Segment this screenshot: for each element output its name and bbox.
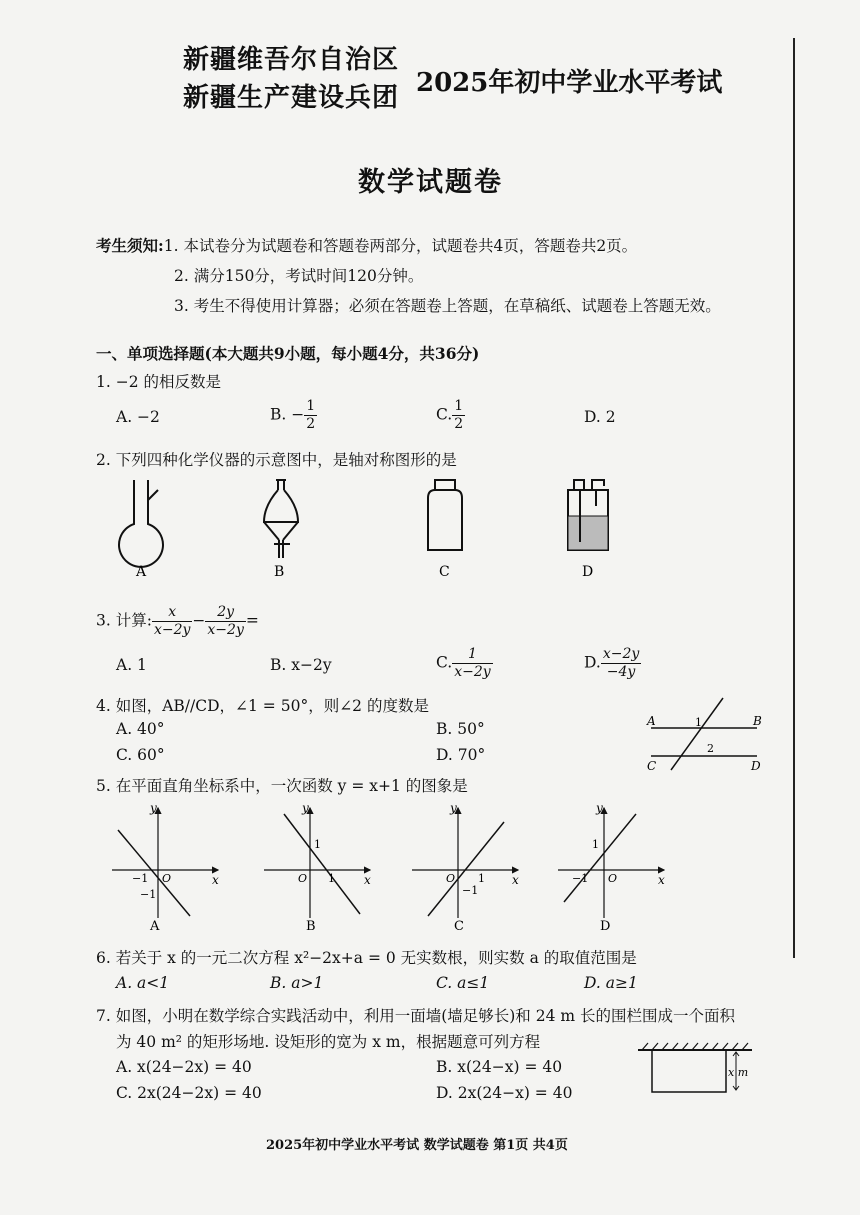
q1-b-prefix: B. − [270, 405, 305, 424]
q5d-x: x [658, 873, 665, 887]
q4-option-b: B. 50° [436, 720, 485, 738]
q5c-neg1-y: −1 [462, 884, 479, 897]
q1-c-prefix: C. [436, 405, 453, 424]
q1-option-c [436, 398, 465, 433]
q4-option-d: D. 70° [436, 746, 486, 764]
notice-item-2: 2. 满分150分，考试时间120分钟。 [174, 267, 424, 285]
q4-stem: 4. 如图，AB//CD，∠1 = 50°，则∠2 的度数是 [96, 697, 429, 715]
q2-label-b: B [274, 564, 285, 580]
q1-c-den: 2 [454, 416, 464, 432]
fig4-label-b: B [753, 714, 762, 728]
q5-graph-a [110, 800, 225, 934]
fence-figure [636, 1040, 756, 1100]
q1-option-d: D. 2 [584, 408, 616, 426]
flask-figure [110, 478, 180, 578]
q3-f2-den: x−2y [207, 622, 244, 638]
exam-title: 2025年初中学业水平考试 [416, 68, 723, 98]
q5c-one-x: 1 [478, 872, 485, 885]
q3-d-num: x−2y [602, 646, 640, 662]
fig4-label-c: C [647, 759, 657, 773]
q7-stem-line-2: 为 40 m² 的矩形场地. 设矩形的宽为 x m，根据题意可列方程 [116, 1033, 541, 1051]
q3-c-prefix: C. [436, 653, 453, 672]
q3-equals: = [245, 611, 259, 630]
q3-option-b: B. x−2y [270, 656, 332, 674]
margin-line [793, 38, 795, 958]
q1-stem: 1. −2 的相反数是 [96, 373, 221, 391]
gas-washing-bottle-figure [560, 476, 616, 580]
q3-d-prefix: D. [584, 653, 601, 672]
q5d-one-y: 1 [592, 838, 599, 851]
q5-graph-c [410, 800, 525, 934]
q1-option-a: A. −2 [116, 408, 160, 426]
q5-label-d: D [600, 919, 611, 934]
q5d-o: O [608, 872, 618, 885]
q3-f1-den: x−2y [153, 622, 191, 638]
q3-f2-num: 2y [205, 604, 245, 622]
q5-stem: 5. 在平面直角坐标系中，一次函数 y = x+1 的图象是 [96, 777, 468, 795]
q5a-y: y [150, 801, 157, 815]
q7-option-a: A. x(24−2x) = 40 [116, 1058, 252, 1076]
q5-graph-d [556, 800, 671, 934]
q5c-o: O [446, 872, 456, 885]
q3-option-d [584, 646, 641, 681]
page-footer: 2025年初中学业水平考试 数学试题卷 第1页 共4页 [266, 1138, 568, 1153]
q3-minus: − [192, 611, 206, 630]
q6-stem: 6. 若关于 x 的一元二次方程 x²−2x+a = 0 无实数根，则实数 a 的取值范围是 [96, 949, 637, 967]
fence-width-label: x m [728, 1066, 749, 1079]
q5d-neg1-x: −1 [572, 872, 589, 885]
q5b-o: O [298, 872, 308, 885]
q6-option-b: B. a>1 [270, 974, 324, 992]
q3-stem [96, 604, 259, 639]
q5a-o: O [162, 872, 172, 885]
q3-d-den: −4y [606, 664, 636, 680]
q3-stem-prefix: 3. 计算: [96, 611, 152, 630]
notice-item-3: 3. 考生不得使用计算器；必须在答题卷上答题，在草稿纸、试题卷上答题无效。 [174, 297, 721, 315]
q3-option-c [436, 646, 493, 681]
q3-option-a: A. 1 [116, 656, 147, 674]
q5a-neg1-y: −1 [140, 888, 157, 901]
q2-label-c: C [439, 564, 450, 580]
q4-option-a: A. 40° [116, 720, 165, 738]
q7-option-c: C. 2x(24−2x) = 40 [116, 1084, 262, 1102]
q5b-one-y: 1 [314, 838, 321, 851]
fig4-label-a: A [647, 714, 656, 728]
q1-c-num: 1 [454, 398, 464, 414]
q2-label-a: A [136, 564, 147, 580]
q2-label-d: D [582, 564, 594, 580]
notice-item-1: 1. 本试卷分为试题卷和答题卷两部分，试题卷共4页，答题卷共2页。 [163, 237, 638, 255]
q5-label-b: B [306, 919, 316, 934]
q5b-y: y [302, 801, 309, 815]
q3-c-den: x−2y [454, 664, 491, 680]
q6-option-c: C. a≤1 [436, 974, 490, 992]
q3-f1-num: x [152, 604, 192, 622]
q1-b-den: 2 [306, 416, 316, 432]
q5a-x: x [212, 873, 219, 887]
q5c-x: x [512, 873, 519, 887]
q1-b-num: 1 [306, 398, 316, 414]
q5c-y: y [450, 801, 457, 815]
q5b-one-x: 1 [328, 872, 335, 885]
fig4-angle-2: 2 [707, 742, 714, 755]
q5a-neg1-x: −1 [132, 872, 149, 885]
q5-graph-b [262, 800, 377, 934]
q5b-x: x [364, 873, 371, 887]
q1-option-b [270, 398, 317, 433]
reagent-bottle-figure [422, 478, 472, 578]
fig4-label-d: D [751, 759, 761, 773]
section-title: 一、单项选择题(本大题共9小题，每小题4分，共36分) [96, 344, 480, 363]
q5-label-c: C [454, 919, 464, 934]
notice-line-1 [96, 234, 637, 256]
paper-title: 数学试题卷 [358, 167, 503, 198]
q3-c-num: 1 [452, 646, 492, 664]
q4-option-c: C. 60° [116, 746, 165, 764]
q2-stem: 2. 下列四种化学仪器的示意图中，是轴对称图形的是 [96, 451, 457, 469]
q6-option-a: A. a<1 [116, 974, 170, 992]
separatory-funnel-figure [254, 478, 314, 578]
fig4-angle-1: 1 [695, 716, 702, 729]
region-name-2: 新疆生产建设兵团 [183, 83, 400, 113]
q5d-y: y [596, 801, 603, 815]
q6-option-d: D. a≥1 [584, 974, 638, 992]
q7-option-b: B. x(24−x) = 40 [436, 1058, 563, 1076]
q7-stem-line-1: 7. 如图，小明在数学综合实践活动中，利用一面墙(墙足够长)和 24 m 长的围栏围成一个面积 [96, 1007, 736, 1025]
parallel-lines-figure [645, 694, 765, 774]
q7-option-d: D. 2x(24−x) = 40 [436, 1084, 573, 1102]
region-name-1: 新疆维吾尔自治区 [183, 45, 400, 75]
notice-label: 考生须知: [96, 236, 164, 255]
q5-label-a: A [150, 919, 160, 934]
